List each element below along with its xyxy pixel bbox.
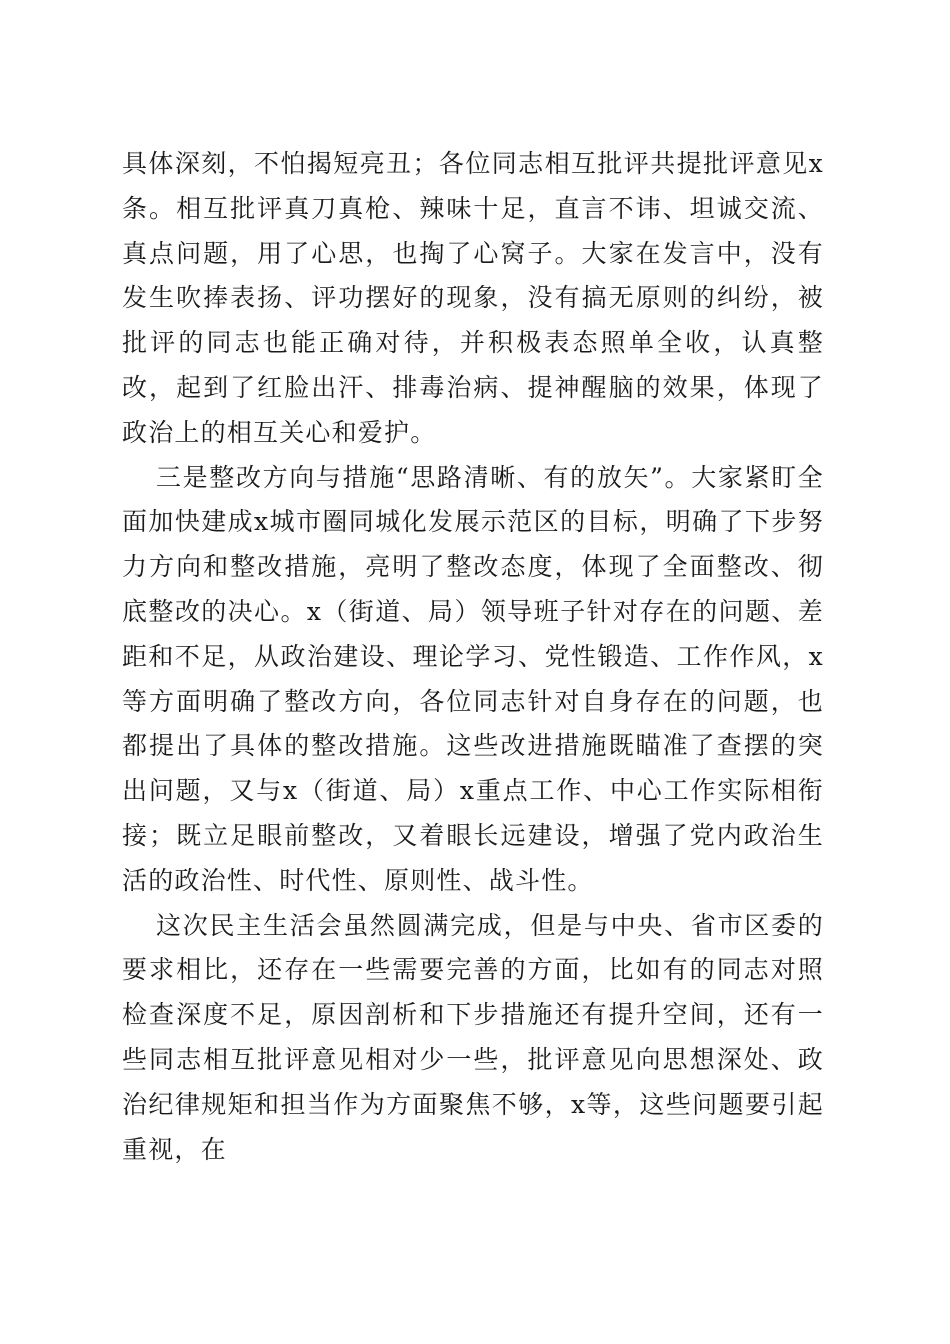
paragraph-criticism: 具体深刻，不怕揭短亮丑；各位同志相互批评共提批评意见x条。相互批评真刀真枪、辣味十足，直言不讳、坦诚交流、真点问题，用了心思，也掏了心窝子。大家在发言中，没有发生吹捧表扬、评功摆好的现象，没有搞无原则的纠纷，被批评的同志也能正确对待，并积极表态照单全收，认真整改，起到了红脸出汗、排毒治病、提神醒脑的效果，体现了政治上的相互关心和爱护。 xyxy=(122,149,824,447)
paragraph-summary: 这次民主生活会虽然圆满完成，但是与中央、省市区委的要求相比，还存在一些需要完善的方面，比如有的同志对照检查深度不足，原因剖析和下步措施还有提升空间，还有一些同志相互批评意见相对少一些，批评意见向思想深处、政治纪律规矩和担当作为方面聚焦不够，x等，这些问题要引起重视，在 xyxy=(122,910,824,1164)
paragraph-rectification: 三是整改方向与措施“思路清晰、有的放矢”。大家紧盯全面加快建成x城市圈同城化发展示范区的目标，明确了下步努力方向和整改措施，亮明了整改态度，体现了全面整改、彻底整改的决心。x（街道、局）领导班子针对存在的问题、差距和不足，从政治建设、理论学习、党性锻造、工作作风，x等方面明确了整改方向，各位同志针对自身存在的问题，也都提出了具体的整改措施。这些改进措施既瞄准了查摆的突出问题，又与x（街道、局）x重点工作、中心工作实际相衔接；既立足眼前整改，又着眼长远建设，增强了党内政治生活的政治性、时代性、原则性、战斗性。 xyxy=(122,462,824,895)
document-body xyxy=(122,142,824,1172)
